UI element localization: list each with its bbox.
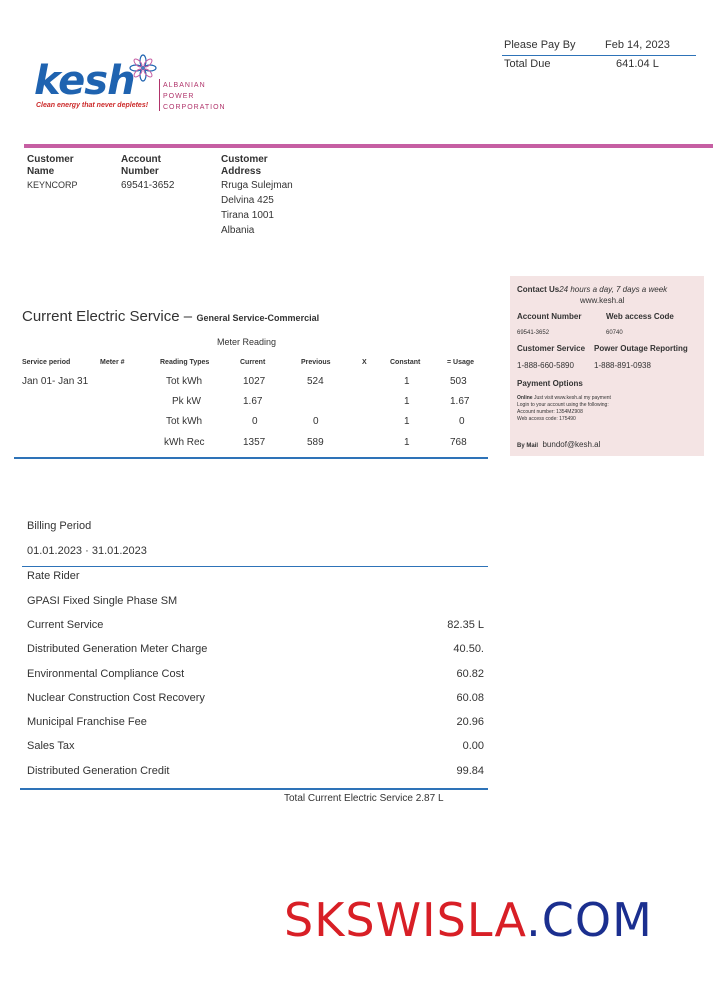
meter-previous: 524: [307, 376, 324, 387]
total-due-label: Total Due: [504, 58, 551, 70]
address-line: Tirana 1001: [221, 210, 274, 221]
logo-wordmark: kesh: [34, 58, 135, 104]
charge-amount: 60.08: [456, 692, 484, 704]
charge-label: Current Service: [27, 619, 104, 631]
col-current: Current: [240, 359, 266, 366]
meter-previous: 589: [307, 437, 324, 448]
customer-address-block: [221, 154, 293, 238]
address-line: Delvina 425: [221, 195, 274, 206]
address-line: Albania: [221, 225, 255, 236]
meter-constant: 1: [404, 376, 410, 387]
meter-reading-label: Meter Reading: [217, 337, 277, 347]
online-line: Web access code: 175490: [517, 416, 576, 422]
customer-name-value: KEYNCORP: [27, 180, 78, 190]
power-outage-phone: 1-888-891-0938: [594, 361, 651, 370]
contact-hours: 24 hours a day, 7 days a week: [559, 285, 668, 294]
payment-options-label: Payment Options: [517, 379, 583, 388]
logo-corp-line3: CORPORATION: [163, 104, 226, 111]
charge-amount: 60.82: [456, 668, 484, 680]
service-title-block: [22, 308, 319, 326]
mail-email[interactable]: bundof@kesh.al: [542, 440, 601, 449]
col-service-period: Service period: [22, 359, 71, 366]
charge-label: Distributed Generation Credit: [27, 765, 170, 777]
customer-name-block: [27, 154, 78, 193]
customer-name-heading-2: Name: [27, 166, 55, 177]
web-access-label: Web access Code: [606, 312, 674, 321]
online-line: Login to your account using the following:: [517, 402, 609, 408]
pay-by-label: Please Pay By: [504, 39, 576, 51]
meter-table-divider: [14, 457, 488, 459]
col-previous: Previous: [301, 359, 331, 366]
watermark-part2: COM: [541, 893, 653, 947]
meter-current: 0: [252, 416, 258, 427]
account-number-heading-1: Account: [121, 154, 161, 165]
website-link[interactable]: www.kesh.al: [580, 296, 625, 305]
contact-title-bold: Contact Us: [517, 285, 560, 294]
logo-tagline: Clean energy that never depletes!: [36, 102, 149, 109]
billing-period-label: Billing Period: [27, 520, 92, 532]
account-number-heading-2: Number: [121, 166, 159, 177]
online-line: Account number: 1354MZ908: [517, 409, 583, 415]
logo-corp-line2: POWER: [163, 93, 195, 100]
contact-account-number: 69541-3652: [517, 330, 550, 336]
meter-constant: 1: [404, 416, 410, 427]
watermark-dot: .: [526, 893, 542, 947]
billing-period-value: 01.01.2023 · 31.01.2023: [27, 545, 147, 557]
charge-label: Environmental Compliance Cost: [27, 668, 185, 680]
account-number-block: [121, 154, 174, 193]
meter-reading-type: Tot kWh: [166, 376, 203, 387]
account-number-label: Account Number: [517, 312, 582, 321]
billing-total: Total Current Electric Service 2.87 L: [284, 793, 444, 804]
col-usage: = Usage: [447, 359, 475, 366]
mail-label: By Mail: [517, 443, 539, 449]
charge-label: Nuclear Construction Cost Recovery: [27, 692, 205, 704]
meter-reading-type: kWh Rec: [164, 437, 205, 448]
meter-current: 1027: [243, 376, 266, 387]
customer-name-heading-1: Customer: [27, 154, 74, 165]
address-line: Rruga Sulejman: [221, 180, 293, 191]
charge-label: Sales Tax: [27, 740, 75, 752]
rate-plan: GPASI Fixed Single Phase SM: [27, 595, 178, 607]
meter-reading-type: Pk kW: [172, 396, 201, 407]
col-x: X: [362, 359, 367, 366]
logo-corp-line1: ALBANIAN: [163, 82, 206, 89]
online-text: Just visit www.kesh.al my payment: [533, 395, 611, 401]
rate-rider-label: Rate Rider: [27, 570, 80, 582]
meter-constant: 1: [404, 396, 410, 407]
col-reading-types: Reading Types: [160, 359, 210, 366]
watermark-part1: SKSWISLA: [284, 893, 527, 947]
meter-current: 1357: [243, 437, 266, 448]
pay-by-date: Feb 14, 2023: [605, 39, 670, 51]
meter-current: 1.67: [243, 396, 263, 407]
contact-web-code: 60740: [606, 330, 623, 336]
online-payment-info: [517, 395, 697, 423]
contact-box: [510, 276, 704, 456]
logo-flower-icon: [128, 53, 158, 83]
meter-usage: 503: [450, 376, 467, 387]
pay-by-divider: [502, 55, 696, 56]
header-divider-bar: [24, 144, 713, 148]
charge-amount: 20.96: [456, 716, 484, 728]
meter-usage: 0: [459, 416, 465, 427]
meter-period: Jan 01- Jan 31: [22, 376, 89, 387]
logo-corporation: [163, 80, 226, 113]
service-title: Current Electric Service –: [22, 308, 193, 325]
meter-usage: 1.67: [450, 396, 470, 407]
charge-amount: 99.84: [456, 765, 484, 777]
service-subtitle: General Service-Commercial: [196, 313, 320, 323]
billing-total-divider: [20, 788, 488, 790]
account-number-value: 69541-3652: [121, 180, 175, 191]
meter-reading-type: Tot kWh: [166, 416, 203, 427]
col-constant: Constant: [390, 359, 421, 366]
address-heading-1: Customer: [221, 154, 268, 165]
charge-amount: 0.00: [462, 740, 484, 752]
customer-service-phone: 1-888-660-5890: [517, 361, 574, 370]
power-outage-label: Power Outage Reporting: [594, 344, 688, 353]
meter-previous: 0: [313, 416, 319, 427]
total-due-value: 641.04 L: [616, 58, 659, 70]
address-heading-2: Address: [221, 166, 262, 177]
online-label: Online: [517, 395, 533, 401]
charge-label: Municipal Franchise Fee: [27, 716, 147, 728]
watermark: [284, 893, 653, 947]
billing-divider: [22, 566, 488, 567]
charge-amount: 40.50.: [453, 643, 484, 655]
contact-title: [517, 279, 667, 297]
kesh-logo: [34, 58, 135, 104]
col-meter-number: Meter #: [100, 359, 125, 366]
meter-constant: 1: [404, 437, 410, 448]
charge-label: Distributed Generation Meter Charge: [27, 643, 208, 655]
charge-amount: 82.35 L: [447, 619, 484, 631]
mail-info: [517, 434, 600, 452]
customer-service-label: Customer Service: [517, 344, 586, 353]
meter-usage: 768: [450, 437, 467, 448]
logo-divider: [159, 79, 160, 111]
